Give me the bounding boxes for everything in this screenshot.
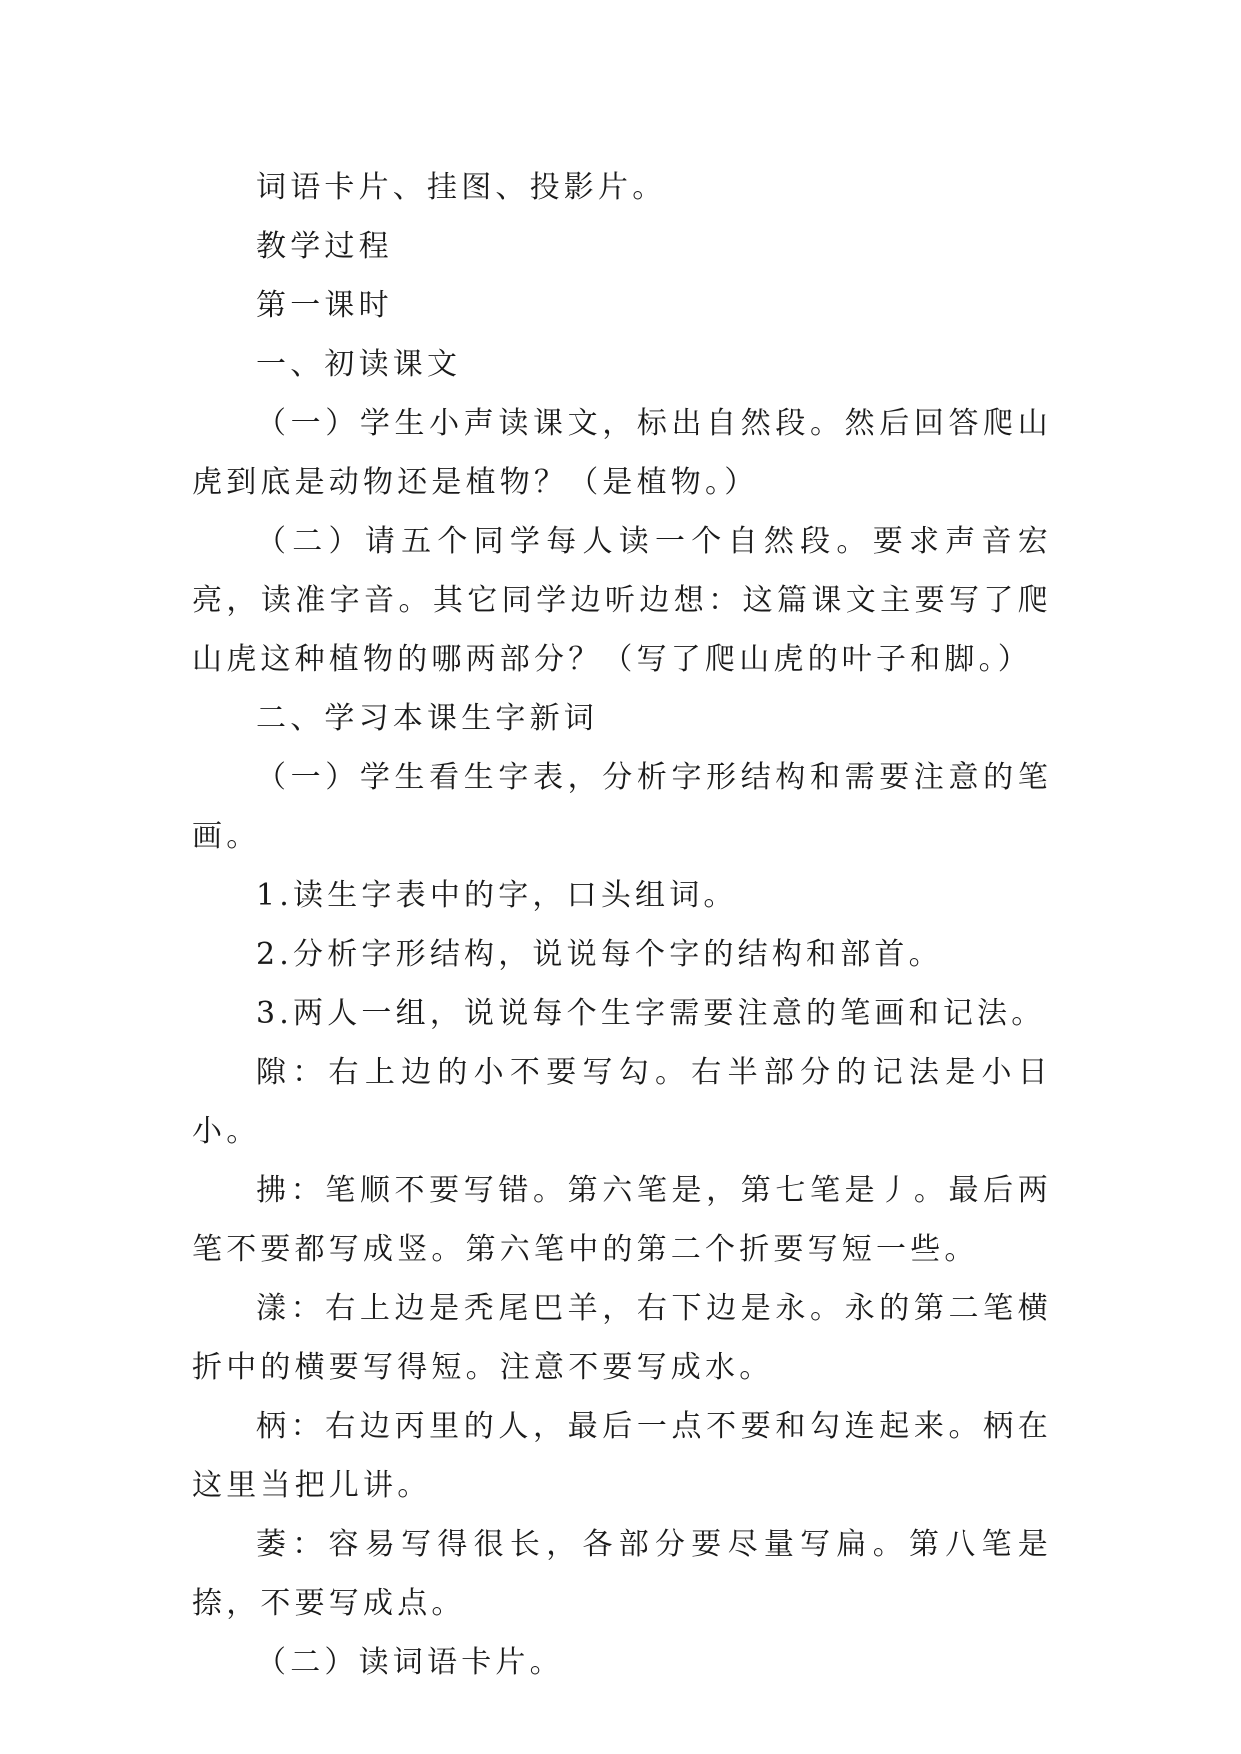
paragraph-step-2-2: （二）读词语卡片。 xyxy=(256,1645,564,1680)
character-note-yang: 漾：右上边是秃尾巴羊，右下边是永。永的第二笔横折中的横要写得短。注意不要写成水。 xyxy=(192,1291,1052,1385)
document-body xyxy=(192,158,1052,1692)
heading-section-2: 二、学习本课生字新词 xyxy=(256,701,598,736)
list-item-1: 1.读生字表中的字，口头组词。 xyxy=(256,878,738,913)
paragraph-step-1-2: （二）请五个同学每人读一个自然段。要求声音宏亮，读准字音。其它同学边听边想：这篇课文主要写了爬山虎这种植物的哪两部分？（写了爬山虎的叶子和脚。） xyxy=(192,524,1052,677)
character-note-wei: 萎：容易写得很长，各部分要尽量写扁。第八笔是捺，不要写成点。 xyxy=(192,1527,1052,1621)
character-note-bing: 柄：右边丙里的人，最后一点不要和勾连起来。柄在这里当把儿讲。 xyxy=(192,1409,1052,1503)
paragraph-step-2-1: （一）学生看生字表，分析字形结构和需要注意的笔画。 xyxy=(192,760,1052,854)
character-note-xi: 隙：右上边的小不要写勾。右半部分的记法是小日小。 xyxy=(192,1055,1052,1149)
heading-first-lesson: 第一课时 xyxy=(256,288,393,323)
heading-teaching-process: 教学过程 xyxy=(256,229,393,264)
paragraph-materials: 词语卡片、挂图、投影片。 xyxy=(256,170,667,205)
list-item-2: 2.分析字形结构，说说每个字的结构和部首。 xyxy=(256,937,943,972)
list-item-3: 3.两人一组，说说每个生字需要注意的笔画和记法。 xyxy=(256,996,1046,1031)
paragraph-step-1-1: （一）学生小声读课文，标出自然段。然后回答爬山虎到底是动物还是植物？（是植物。） xyxy=(192,406,1052,500)
heading-section-1: 一、初读课文 xyxy=(256,347,462,382)
character-note-fu: 拂：笔顺不要写错。第六笔是，第七笔是丿。最后两笔不要都写成竖。第六笔中的第二个折要写短一些。 xyxy=(192,1173,1052,1267)
